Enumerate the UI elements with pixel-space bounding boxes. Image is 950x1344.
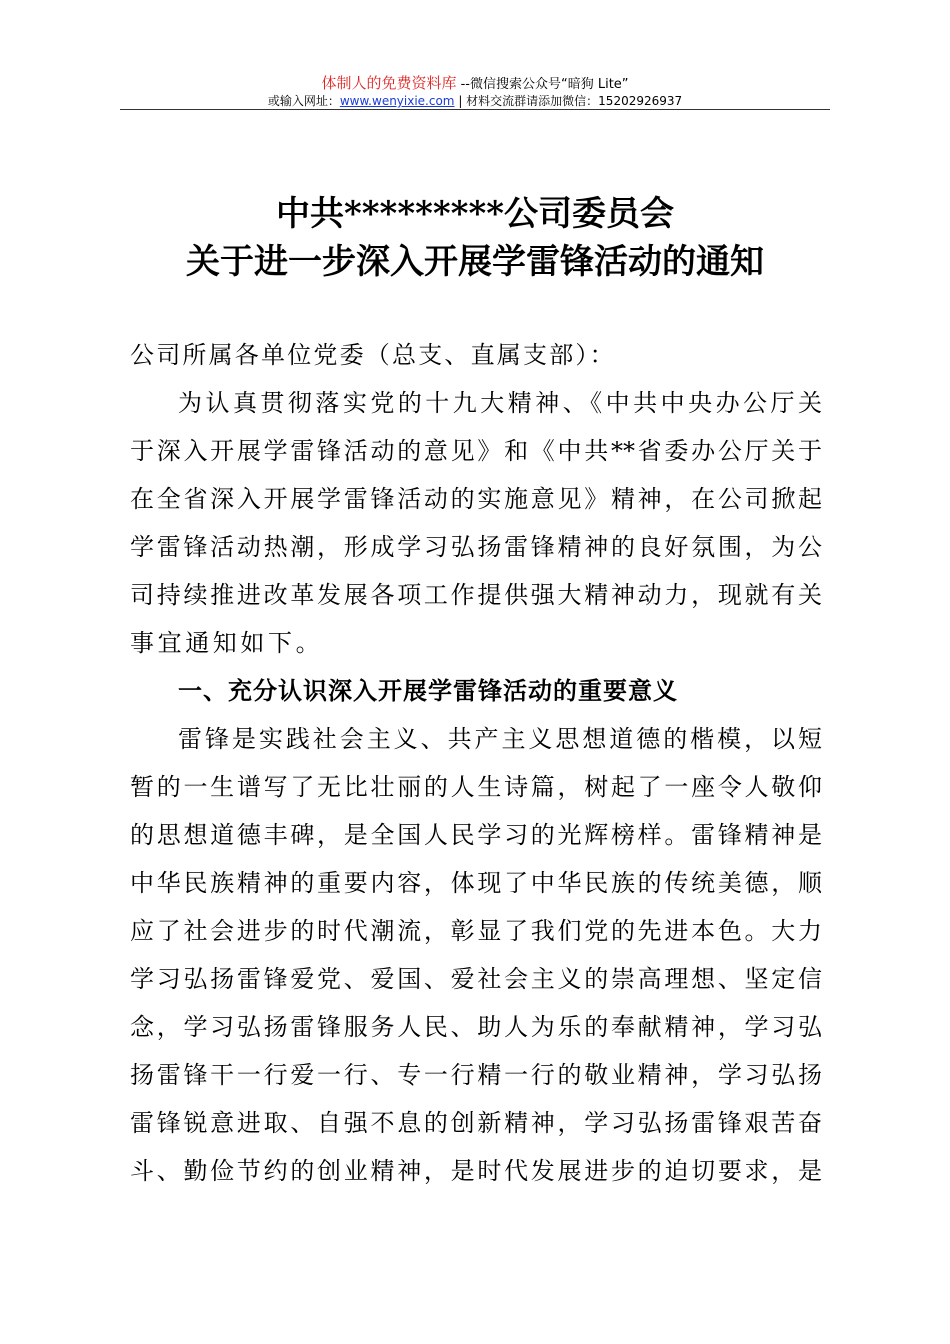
brand-text: 体制人的免费资料库 xyxy=(321,74,457,92)
tagline-text: --微信搜索公众号“暗狗 Lite” xyxy=(456,77,629,92)
header-line-1 xyxy=(0,72,950,93)
salutation: 公司所属各单位党委（总支、直属支部）： xyxy=(130,341,616,369)
body-text-line: 雷锋锐意进取、自强不息的创新精神，学习弘扬雷锋艰苦奋 xyxy=(130,1109,822,1137)
body-text-line: 雷锋是实践社会主义、共产主义思想道德的楷模，以短 xyxy=(178,725,822,753)
header-line-2 xyxy=(0,92,950,109)
body-text-line: 中华民族精神的重要内容，体现了中华民族的传统美德，顺 xyxy=(130,869,822,897)
body-text-line: 事宜通知如下。 xyxy=(130,629,324,657)
body-text-line: 的思想道德丰碑，是全国人民学习的光辉榜样。雷锋精神是 xyxy=(130,821,822,849)
body-text-line: 于深入开展学雷锋活动的意见》和《中共**省委办公厅关于 xyxy=(130,437,822,465)
body-text-line: 斗、勤俭节约的创业精神，是时代发展进步的迫切要求，是 xyxy=(130,1157,822,1185)
contact-text: | 材料交流群请添加微信：15202926937 xyxy=(454,94,683,108)
body-text-line: 学雷锋活动热潮，形成学习弘扬雷锋精神的良好氛围，为公 xyxy=(130,533,822,561)
document-title-line-1: 中共*********公司委员会 xyxy=(275,194,675,234)
section-heading: 一、充分认识深入开展学雷锋活动的重要意义 xyxy=(178,677,678,705)
body-text-line: 暂的一生谱写了无比壮丽的人生诗篇，树起了一座令人敬仰 xyxy=(130,773,822,801)
body-text-line: 在全省深入开展学雷锋活动的实施意见》精神，在公司掀起 xyxy=(130,485,822,513)
url-prefix: 或输入网址： xyxy=(267,94,340,108)
body-text-line: 学习弘扬雷锋爱党、爱国、爱社会主义的崇高理想、坚定信 xyxy=(130,965,822,993)
document-title-line-2: 关于进一步深入开展学雷锋活动的通知 xyxy=(186,242,764,282)
body-text-line: 为认真贯彻落实党的十九大精神、《中共中央办公厅关 xyxy=(178,389,822,417)
header-divider xyxy=(120,109,830,110)
body-text-line: 扬雷锋干一行爱一行、专一行精一行的敬业精神，学习弘扬 xyxy=(130,1061,822,1089)
body-text-line: 司持续推进改革发展各项工作提供强大精神动力，现就有关 xyxy=(130,581,822,609)
website-link[interactable]: www.wenyixie.com xyxy=(339,94,455,108)
body-text-line: 念，学习弘扬雷锋服务人民、助人为乐的奉献精神，学习弘 xyxy=(130,1013,822,1041)
body-text-line: 应了社会进步的时代潮流，彰显了我们党的先进本色。大力 xyxy=(130,917,822,945)
